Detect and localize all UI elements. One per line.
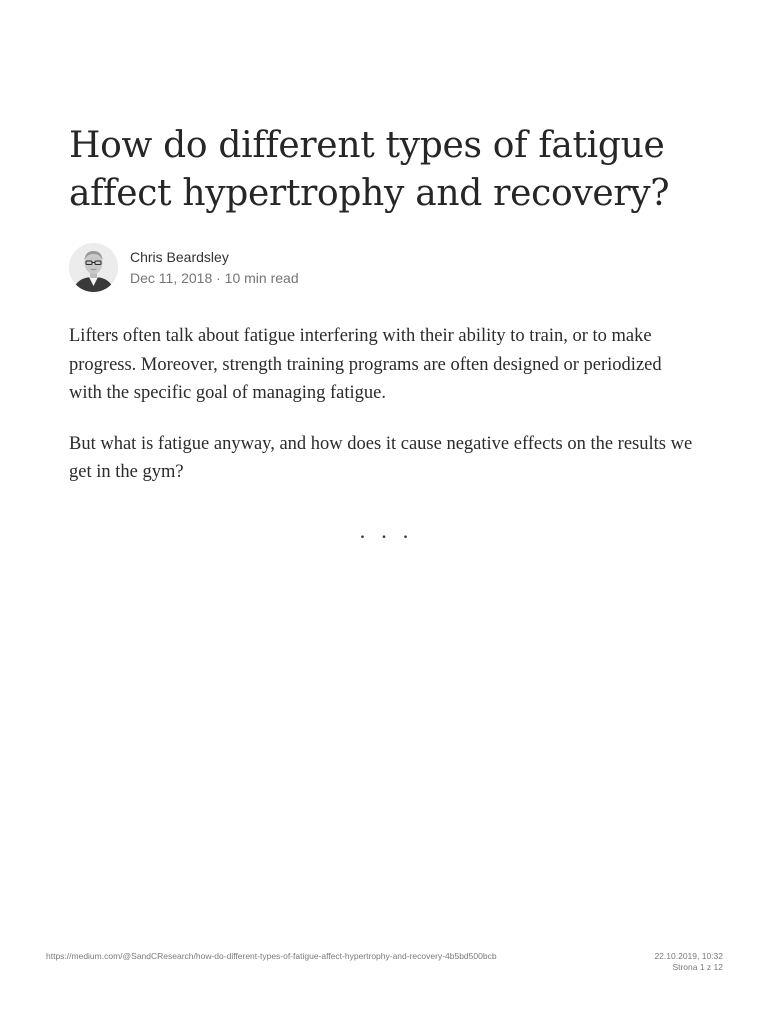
article-body (69, 322, 699, 509)
article-meta: Dec 11, 2018 · 10 min read (130, 269, 299, 286)
footer-print-info (654, 951, 723, 973)
footer-page-number: Strona 1 z 12 (672, 962, 723, 972)
article-title: How do different types of fatigue affect hypertrophy and recovery? (69, 125, 670, 214)
paragraph: But what is fatigue anyway, and how does it cause negative effects on the results we get in the gym? (69, 433, 693, 482)
paragraph: Lifters often talk about fatigue interfering with their ability to train, or to make progress. Moreover, strength training programs are often designed or periodized with the specific goal of managing fatigue. (69, 326, 662, 403)
author-avatar[interactable] (69, 243, 118, 292)
author-photo (69, 243, 118, 292)
section-separator: ... (359, 518, 425, 543)
byline-text (130, 247, 299, 288)
author-name[interactable]: Chris Beardsley (130, 248, 229, 265)
byline (69, 242, 299, 292)
footer-datetime: 22.10.2019, 10:32 (654, 951, 723, 961)
footer-url: https://medium.com/@SandCResearch/how-do-different-types-of-fatigue-affect-hypertrophy-and-recovery-4b5bd500bcb (46, 951, 497, 961)
